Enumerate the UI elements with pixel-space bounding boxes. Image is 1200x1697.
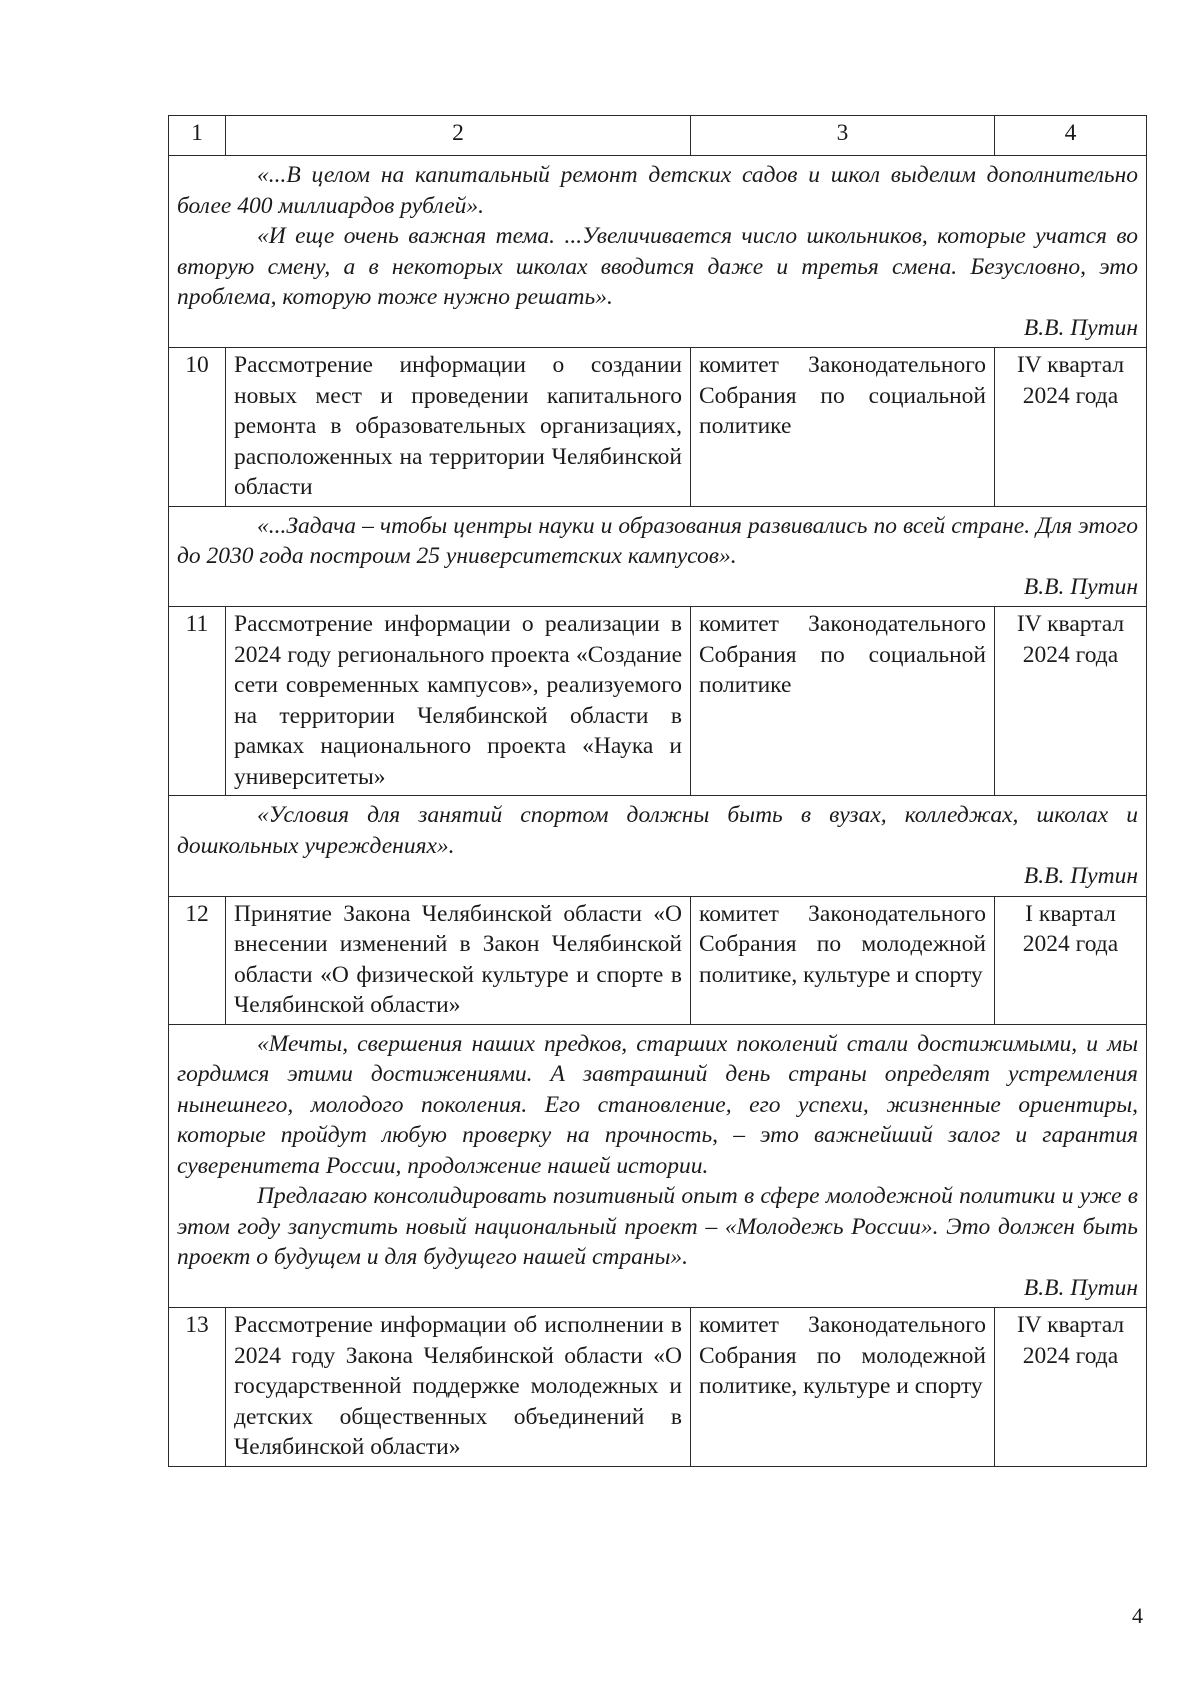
column-number-4: 4 [995, 116, 1147, 156]
column-number-3: 3 [691, 116, 995, 156]
responsible-committee: комитет Законодательного Собрания по социальной политике [691, 348, 995, 507]
plan-page [168, 115, 1146, 1467]
responsible-committee: комитет Законодательного Собрания по социальной политике [691, 607, 995, 796]
quote-paragraph: «...Задача – чтобы центры науки и образования развивались по всей стране. Для этого до 2030 года построим 25 университетских кампусов». [177, 512, 1138, 569]
quote-paragraph: «Мечты, свершения наших предков, старших поколений стали достижимыми, и мы гордимся этими достижениями. А завтрашний день страны определят устремления нынешнего, молодого поколения. Его становление, его успехи, жизненные ориентиры, которые пройдут любую проверку на прочность, – это важнейший залог и гарантия суверенитета России, продолжение нашей истории. [177, 1030, 1138, 1179]
quote-row [169, 506, 1147, 607]
plan-table [168, 115, 1147, 1467]
quote-row [169, 156, 1147, 348]
quote-block [169, 1024, 1147, 1308]
deadline: IV квартал 2024 года [995, 1308, 1147, 1467]
responsible-committee: комитет Законодательного Собрания по молодежной политике, культуре и спорту [691, 896, 995, 1024]
quote-author: В.В. Путин [1023, 1274, 1138, 1301]
column-number-2: 2 [226, 116, 691, 156]
event-description: Рассмотрение информации о создании новых мест и проведении капитального ремонта в образовательных организациях, расположенных на территории Челябинской области [226, 348, 691, 507]
deadline: I квартал 2024 года [995, 896, 1147, 1024]
page-number: 4 [1132, 1603, 1143, 1628]
quote-row [169, 1024, 1147, 1308]
row-number: 13 [169, 1308, 226, 1467]
quote-block [169, 156, 1147, 348]
event-description: Рассмотрение информации об исполнении в 2024 году Закона Челябинской области «О государственной поддержке молодежных и детских общественных объединений в Челябинской области» [226, 1308, 691, 1467]
row-number: 10 [169, 348, 226, 507]
table-row [169, 607, 1147, 796]
quote-author: В.В. Путин [1023, 573, 1138, 600]
row-number: 11 [169, 607, 226, 796]
deadline: IV квартал 2024 года [995, 348, 1147, 507]
quote-block [169, 796, 1147, 897]
quote-paragraph: Предлагаю консолидировать позитивный опыт в сфере молодежной политики и уже в этом году запустить новый национальный проект – «Молодежь России». Это должен быть проект о будущем и для будущего нашей страны». [177, 1183, 1138, 1270]
event-description: Принятие Закона Челябинской области «О внесении изменений в Закон Челябинской области «О физической культуре и спорте в Челябинской области» [226, 896, 691, 1024]
row-number: 12 [169, 896, 226, 1024]
quote-paragraph: «Условия для занятий спортом должны быть в вузах, колледжах, школах и дошкольных учреждениях». [177, 802, 1138, 859]
event-description: Рассмотрение информации о реализации в 2024 году регионального проекта «Создание сети современных кампусов», реализуемого на территории Челябинской области в рамках национального проекта «Наука и университеты» [226, 607, 691, 796]
table-row [169, 896, 1147, 1024]
quote-author: В.В. Путин [1023, 314, 1138, 341]
table-row [169, 348, 1147, 507]
responsible-committee: комитет Законодательного Собрания по молодежной политике, культуре и спорту [691, 1308, 995, 1467]
quote-row [169, 796, 1147, 897]
deadline: IV квартал 2024 года [995, 607, 1147, 796]
column-number-1: 1 [169, 116, 226, 156]
quote-author: В.В. Путин [1023, 863, 1138, 889]
quote-paragraph: «И еще очень важная тема. ...Увеличивается число школьников, которые учатся во вторую смену, а в некоторых школах вводится даже и третья смена. Безусловно, это проблема, которую тоже нужно решать». [177, 223, 1138, 310]
table-row [169, 1308, 1147, 1467]
column-number-row [169, 116, 1147, 156]
quote-block [169, 506, 1147, 607]
quote-paragraph: «...В целом на капитальный ремонт детских садов и школ выделим дополнительно более 400 миллиардов рублей». [177, 162, 1138, 219]
